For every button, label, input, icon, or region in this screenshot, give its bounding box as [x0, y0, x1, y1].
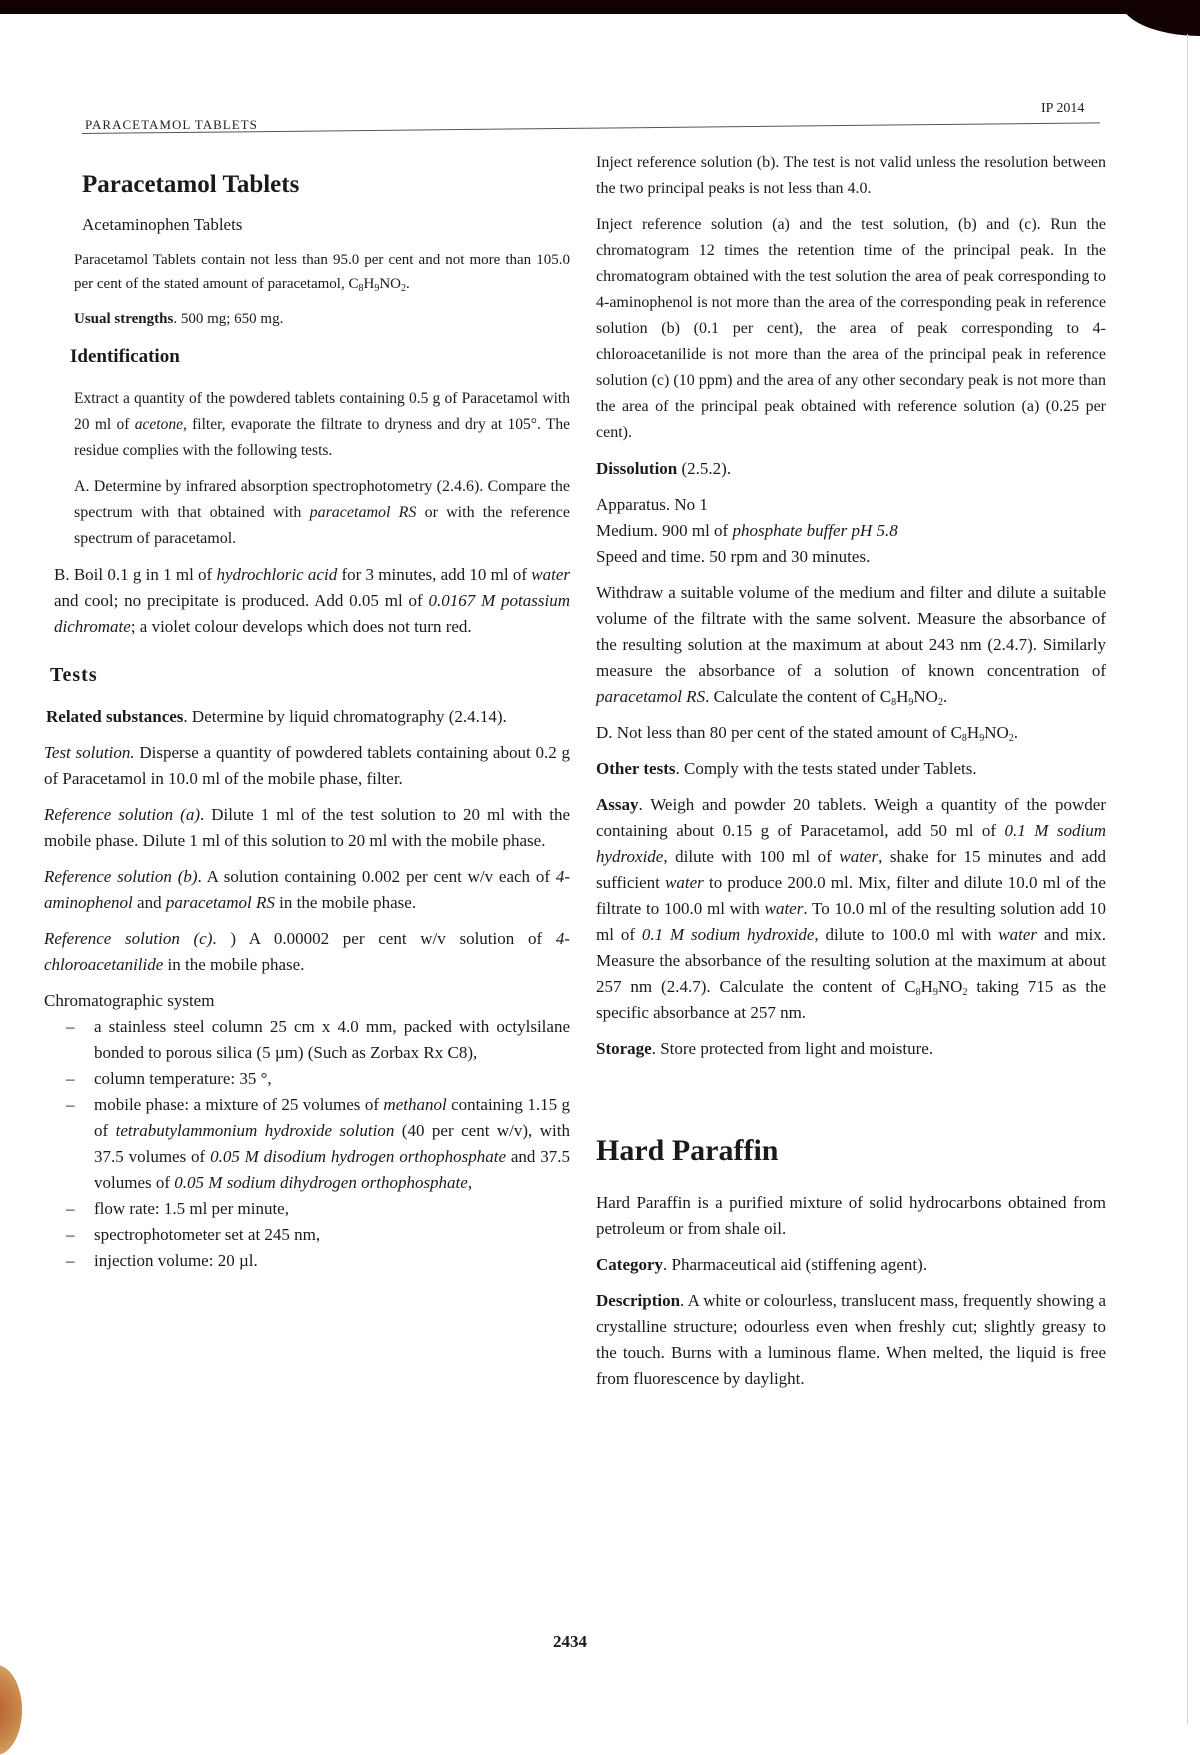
thumb-in-scan — [0, 1665, 22, 1755]
identification-heading: Identification — [70, 346, 180, 367]
tests-heading: Tests — [50, 664, 98, 686]
monograph-title: Paracetamol Tablets — [82, 171, 300, 198]
related-substances: Related substances. Determine by liquid chromatography (2.4.14). — [46, 707, 507, 726]
dissolution-apparatus: Apparatus. No 1 — [596, 495, 708, 514]
other-tests: Other tests. Comply with the tests stated under Tablets. — [596, 759, 977, 778]
identification-test-a: A. Determine by infrared absorption spectrophotometry (2.4.6). Compare the spectrum with that obtained with paracetamol RS or with the reference spectrum of paracetamol. — [74, 478, 570, 547]
dissolution-procedure: Withdraw a suitable volume of the medium and filter and dilute a suitable volume of the filtrate with the same solvent. Measure the absorbance of the resulting solution at the maximum at about 243 nm (2.4.7). Similarly measure the absorbance of a solution of known concentration of paracetamol RS. Calculate the content of $C_8H_9NO_2$. — [596, 583, 1106, 708]
reference-solution-b: Reference solution (b). A solution containing 0.002 per cent w/v each of 4-aminophenol and paracetamol RS in the mobile phase. — [44, 867, 570, 912]
test-solution: Test solution. Disperse a quantity of powdered tablets containing about 0.2 g of Paracetamol in 10.0 ml of the mobile phase, filter. — [44, 743, 570, 788]
inject-reference-a: Inject reference solution (a) and the test solution, (b) and (c). Run the chromatogram 12 times the retention time of the principal peak. In the chromatogram obtained with the test solution the area of peak corresponding to 4-aminophenol is not more than the area of the corresponding peak in reference solution (b) (0.1 per cent), the area of peak corresponding to 4- chloroacetanilide is not more than the area of the principal peak in reference solution (c) (10 ppm) and the area of any other secondary peak is not more than the area of the principal peak obtained with reference solution (a) (0.25 per cent). — [596, 216, 1106, 441]
assay: Assay. Weigh and powder 20 tablets. Weigh a quantity of the powder containing about 0.15 g of Paracetamol, add 50 ml of 0.1 M sodium hydroxide, dilute with 100 ml of water, shake for 15 minutes and add sufficient water to produce 200.0 ml. Mix, filter and dilute 10.0 ml of the filtrate to 100.0 ml with water. To 10.0 ml of the resulting solution add 10 ml of 0.1 M sodium hydroxide, dilute to 100.0 ml with water and mix. Measure the absorbance of the resulting solution at the maximum at about 257 nm (2.4.7). Calculate the content of $C_8H_9NO_2$ taking 715 as the specific absorbance at 257 nm. — [596, 795, 1107, 1022]
chrom-item-mobile-phase: – mobile phase: a mixture of 25 volumes of methanol containing 1.15 g of tetrabutylammonium hydroxide solution (40 per cent w/v), with 37.5 volumes of 0.05 M disodium hydrogen orthophosphate and 37.5 volumes of 0.05 M sodium dihydrogen orthophosphate, — [84, 1092, 570, 1196]
dissolution-speed: Speed and time. 50 rpm and 30 minutes. — [596, 547, 871, 566]
left-column — [44, 160, 570, 1274]
hard-paraffin-title: Hard Paraffin — [596, 1134, 779, 1167]
dissolution-heading: Dissolution (2.5.2). — [596, 459, 732, 478]
chrom-item-flow-rate: – flow rate: 1.5 ml per minute, — [84, 1196, 570, 1222]
chromatographic-system-list — [44, 1014, 570, 1274]
chrom-item-injection-volume: – injection volume: 20 µl. — [84, 1248, 570, 1274]
chrom-item-detector: – spectrophotometer set at 245 nm, — [84, 1222, 570, 1248]
scan-corner-shadow — [1120, 0, 1200, 36]
identification-test-b: B. Boil 0.1 g in 1 ml of hydrochloric acid for 3 minutes, add 10 ml of water and cool; no precipitate is produced. Add 0.05 ml of 0.0167 M potassium dichromate; a violet colour develops which does not turn red. — [54, 565, 571, 636]
chromatographic-system-heading: Chromatographic system — [44, 991, 215, 1010]
reference-solution-c: Reference solution (c). ) A 0.00002 per cent w/v solution of 4- chloroacetanilide in the mobile phase. — [44, 929, 570, 974]
hard-paraffin-definition: Hard Paraffin is a purified mixture of solid hydrocarbons obtained from petroleum or from shale oil. — [596, 1193, 1106, 1238]
reference-solution-a: Reference solution (a). Dilute 1 ml of the test solution to 20 ml with the mobile phase. Dilute 1 ml of this solution to 20 ml with the mobile phase. — [44, 805, 570, 850]
page-edge — [1187, 34, 1188, 1725]
chrom-item-temperature: – column temperature: 35 °, — [84, 1066, 570, 1092]
usual-strengths: Usual strengths. 500 mg; 650 mg. — [74, 311, 284, 327]
monograph-synonym: Acetaminophen Tablets — [82, 215, 243, 234]
hard-paraffin-description: Description. A white or colourless, translucent mass, frequently showing a crystalline structure; odourless even when freshly cut; slightly greasy to the touch. Burns with a luminous flame. When melted, the liquid is free from fluorescence by daylight. — [596, 1291, 1106, 1388]
right-column — [596, 150, 1106, 1402]
running-head-left: PARACETAMOL TABLETS — [85, 117, 258, 132]
running-head-right: IP 2014 — [1041, 101, 1085, 116]
dissolution-limit: D. Not less than 80 per cent of the stated amount of $C_8H_9NO_2$. — [596, 723, 1018, 744]
inject-reference-b: Inject reference solution (b). The test is not valid unless the resolution between the two principal peaks is not less than 4.0. — [596, 154, 1106, 197]
page-number: 2434 — [553, 1632, 587, 1651]
dissolution-medium: Medium. 900 ml of phosphate buffer pH 5.8 — [596, 521, 898, 540]
identification-intro: Extract a quantity of the powdered tablets containing 0.5 g of Paracetamol with 20 ml of acetone, filter, evaporate the filtrate to dryness and dry at 105°. The residue complies with the following tests. — [74, 390, 571, 459]
scan-top-shadow — [0, 0, 1200, 14]
chrom-item-column: – a stainless steel column 25 cm x 4.0 mm, packed with octylsilane bonded to porous silica (5 µm) (Such as Zorbax Rx C8), — [84, 1014, 570, 1066]
hard-paraffin-category: Category. Pharmaceutical aid (stiffening agent). — [596, 1255, 928, 1274]
definition-paragraph: Paracetamol Tablets contain not less than 95.0 per cent and not more than 105.0 per cent of the stated amount of paracetamol, $C_8H_9NO_2$. — [74, 252, 570, 294]
storage: Storage. Store protected from light and moisture. — [596, 1039, 934, 1058]
